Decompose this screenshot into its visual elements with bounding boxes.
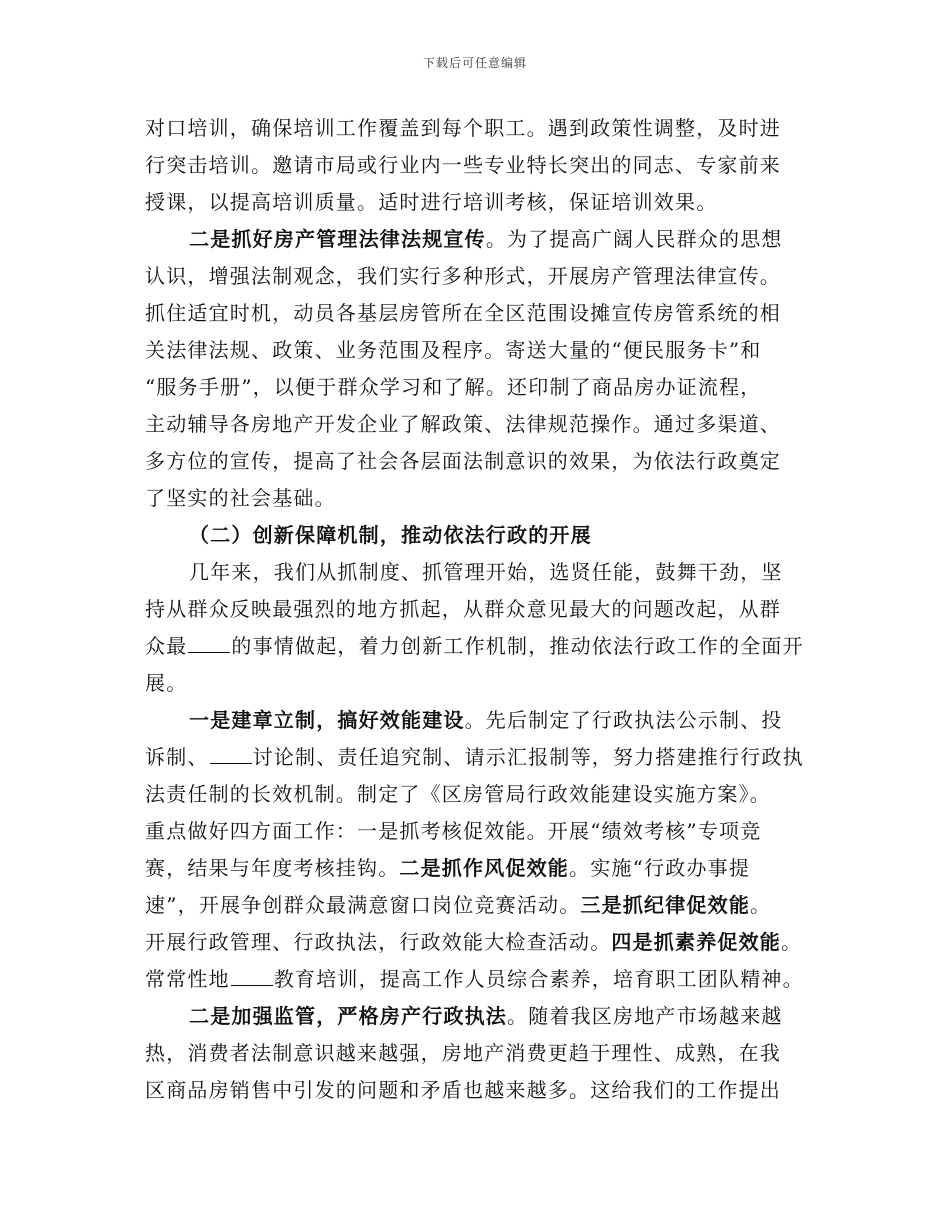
text-line: 认识，增强法制观念，我们实行多种形式，开展房产管理法律宣传。 — [145, 264, 781, 288]
text-line: 行突击培训。邀请市局或行业内一些专业特长突出的同志、专家前来 — [145, 153, 781, 177]
text-line: 抓住适宜时机，动员各基层房管所在全区范围设摊宣传房管系统的相 — [145, 301, 781, 325]
text-span: 开展行政管理、行政执法，行政效能大检查活动。 — [145, 930, 612, 954]
text-line: 授课，以提高培训质量。适时进行培训考核，保证培训效果。 — [145, 190, 718, 214]
text-line: 法责任制的长效机制。制定了《区房管局行政效能建设实施方案》。 — [145, 782, 771, 806]
paragraph-first-line — [145, 702, 807, 739]
paragraph-first-line — [145, 998, 807, 1035]
text-line: “服务手册”，以便于群众学习和了解。还印制了商品房办证流程， — [145, 375, 762, 399]
text-span: 的事情做起，着力创新工作机制，推动依法行政工作的全面开 — [231, 634, 804, 658]
bold-lead: 一是建章立制，搞好效能建设 — [189, 708, 465, 732]
text-line: 对口培训，确保培训工作覆盖到每个职工。遇到政策性调整，及时进 — [145, 116, 781, 140]
bold-lead: 二是抓好房产管理法律法规宣传 — [189, 227, 486, 251]
bold-phrase: 二是抓作风促效能 — [399, 856, 570, 880]
bold-lead: 二是加强监管，严格房产行政执法 — [189, 1004, 507, 1028]
text-line — [145, 628, 807, 665]
text-span: 常常性地 — [145, 967, 230, 991]
text-line: 热，消费者法制意识越来越强，房地产消费更趋于理性、成熟，在我 — [145, 1041, 781, 1065]
text-line: 多方位的宣传，提高了社会各层面法制意识的效果，为依法行政奠定 — [145, 449, 781, 473]
document-body — [145, 110, 807, 1109]
section-heading: （二）创新保障机制，推动依法行政的开展 — [189, 523, 592, 547]
text-line: 几年来，我们从抓制度、抓管理开始，选贤任能，鼓舞干劲，坚 — [189, 560, 783, 584]
text-line — [145, 739, 807, 776]
blank-underline — [231, 967, 273, 986]
text-span: 诉制、 — [145, 745, 209, 769]
page-header: 下载后可任意编辑 — [422, 56, 527, 70]
text-line: 展。 — [145, 671, 188, 695]
text-span: 赛，结果与年度考核挂钩。 — [145, 856, 400, 880]
text-span: 众最 — [145, 634, 188, 658]
text-line — [145, 924, 807, 961]
text-line — [145, 961, 807, 998]
text-line: 了坚实的社会基础。 — [145, 486, 336, 510]
text-line: 重点做好四方面工作：一是抓考核促效能。开展“绩效考核”专项竞 — [145, 819, 762, 843]
text-span: 。 — [750, 893, 772, 917]
text-span: 。实施“行政办事提 — [569, 856, 751, 880]
bold-phrase: 四是抓素养促效能 — [611, 930, 782, 954]
blank-underline — [210, 745, 252, 764]
text-span: 讨论制、责任追究制、请示汇报制等，努力搭建推行行政执 — [252, 745, 804, 769]
paragraph-first-line — [145, 221, 807, 258]
text-line: 主动辅导各房地产开发企业了解政策、法律规范操作。通过多渠道、 — [145, 412, 781, 436]
text-span: 速”，开展争创群众最满意窗口岗位竞赛活动。 — [145, 893, 581, 917]
text-span: 。 — [781, 930, 803, 954]
text-line: 区商品房销售中引发的问题和矛盾也越来越多。这给我们的工作提出 — [145, 1078, 781, 1102]
text-span: 。随着我区房地产市场越来越 — [507, 1004, 783, 1028]
text-line: 关法律法规、政策、业务范围及程序。寄送大量的“便民服务卡”和 — [145, 338, 762, 362]
text-line — [145, 850, 807, 887]
text-line — [145, 887, 807, 924]
text-span: 。为了提高广阔人民群众的思想 — [485, 227, 783, 251]
text-line: 持从群众反映最强烈的地方抓起，从群众意见最大的问题改起，从群 — [145, 597, 781, 621]
blank-underline — [188, 634, 230, 653]
text-span: 教育培训，提高工作人员综合素养，培育职工团队精神。 — [273, 967, 804, 991]
bold-phrase: 三是抓纪律促效能 — [580, 893, 751, 917]
text-span: 。先后制定了行政执法公示制、投 — [464, 708, 783, 732]
